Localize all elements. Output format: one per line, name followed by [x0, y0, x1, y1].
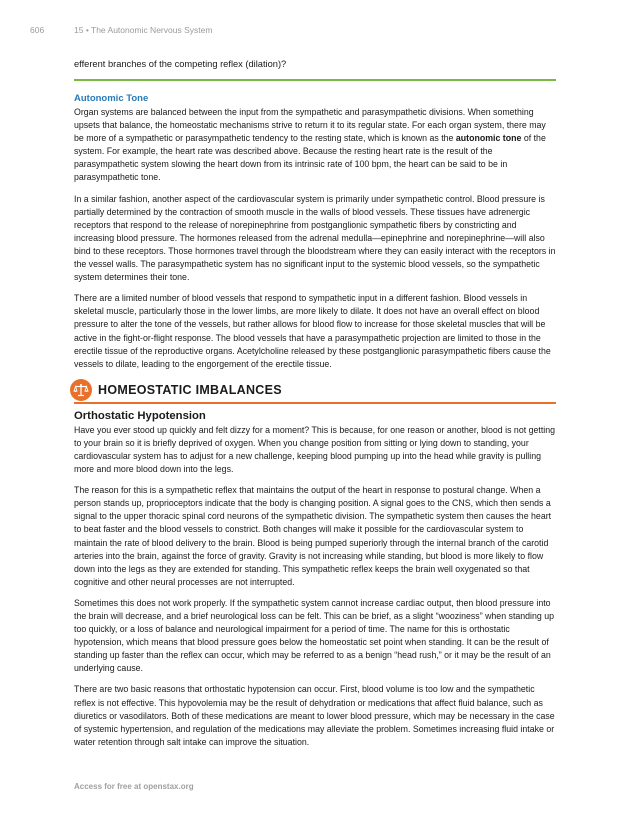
page-header — [30, 25, 212, 35]
autonomic-tone-paragraph-2: In a similar fashion, another aspect of the cardiovascular system is primarily under sympathetic control. Blood pressure is partially determined by the contraction of smooth muscle in the walls of blood vessels. These tissues have adrenergic receptors that respond to the release of norepinephrine from postganglionic sympathetic fibers by constricting and increasing blood pressure. The hormones released from the adrenal medulla—epinephrine and norepinephrine—will also bind to these receptors. Those hormones travel through the bloodstream where they can easily interact with the receptors in the vessel walls. The parasympathetic system has no significant input to the systemic blood vessels, so the sympathetic system determines their tone. — [74, 193, 556, 283]
section-divider — [74, 79, 556, 81]
orthostatic-paragraph-2: The reason for this is a sympathetic reflex that maintains the output of the heart in response to postural change. When a person stands up, proprioceptors indicate that the body is changing position. A signal goes to the CNS, which then sends a signal to the upper thoracic spinal cord neurons of the sympathetic division. The sympathetic system then causes the heart to beat faster and the blood vessels to constrict. Both changes will make it possible for the cardiovascular system to maintain the rate of blood delivery to the brain. Blood is being pumped superiorly through the internal branch of the carotid arteries into the brain, against the force of gravity. Gravity is not increasing while standing, but blood is more likely to flow down into the legs as they are extended for standing. This sympathetic reflex keeps the brain well oxygenated so that cognitive and other neural processes are not interrupted. — [74, 485, 552, 587]
autonomic-tone-heading: Autonomic Tone — [74, 93, 149, 104]
feature-title: HOMEOSTATIC IMBALANCES — [98, 382, 282, 397]
feature-box-header — [70, 379, 556, 401]
autonomic-tone-paragraph-3: There are a limited number of blood vessels that respond to sympathetic input in a different fashion. Blood vessels in skeletal muscle, particularly those in the lower limbs, are more likely to dilate. It does not have an overall effect on blood pressure to alter the tone of the vessels, but rather allows for blood flow to increase for those skeletal muscles that will be active in the fight-or-flight response. The blood vessels that have a parasympathetic projection are limited to those in the erectile tissue of the reproductive organs. Acetylcholine released by these postganglionic parasympathetic fibers cause the vessels to dilate, leading to the engorgement of the erectile tissue. — [74, 293, 551, 369]
orthostatic-hypotension-heading: Orthostatic Hypotension — [74, 409, 206, 422]
orthostatic-paragraph-1: Have you ever stood up quickly and felt dizzy for a moment? This is because, for one reason or another, blood is not getting to your brain so it is briefly deprived of oxygen. When you change position from sitting or lying down to standing, your cardiovascular system has to adjust for a new challenge, keeping blood pumping up into the head while gravity is pulling more and more blood down into the legs. — [74, 424, 556, 475]
page-number: 606 — [30, 25, 45, 35]
orthostatic-paragraph-4: There are two basic reasons that orthostatic hypotension can occur. First, blood volume is too low and the sympathetic reflex is not effective. This hypovolemia may be the result of dehydration or medications that affect fluid balance, such as diuretics or vasodilators. Both of these medications are meant to lower blood pressure, which may be necessary in the case of systemic hypertension, and regulation of the medications may alleviate the problem. Sometimes increasing fluid intake or water retention through salt intake can improve the situation. — [74, 684, 555, 747]
page-footer: Access for free at openstax.org — [74, 782, 194, 791]
question-continuation: efferent branches of the competing reflex (dilation)? — [74, 59, 287, 69]
key-term: autonomic tone — [455, 133, 522, 144]
feature-divider — [74, 402, 556, 404]
orthostatic-paragraph-3: Sometimes this does not work properly. If the sympathetic system cannot increase cardiac output, then blood pressure into the brain will decrease, and a brief neurological loss can be felt. This can be brief, as a slight “wooziness” when standing up too quickly, or a loss of balance and neurological impairment for a period of time. The name for this is orthostatic hypotension, which means that blood pressure goes below the homeostatic set point when standing. It can be the result of standing up faster than the reflex can occur, which may be referred to as a benign “head rush,” or it may be the result of an underlying cause. — [74, 597, 555, 674]
autonomic-tone-paragraph-1: Organ systems are balanced between the input from the sympathetic and parasympathetic divisions. When something upsets that balance, the homeostatic mechanisms strive to return it to its regular state. For each organ system, there may be more of a sympathetic or parasympathetic tendency to the resting state, which is known as the autonomic tone of the system. For example, the heart rate was described above. Because the resting heart rate is the result of the parasympathetic system slowing the heart down from its intrinsic rate of 100 bpm, the heart can be said to be in parasympathetic tone. — [74, 107, 546, 183]
page-content — [74, 58, 556, 757]
balance-scale-icon — [70, 379, 92, 401]
chapter-title: 15 • The Autonomic Nervous System — [74, 25, 213, 35]
